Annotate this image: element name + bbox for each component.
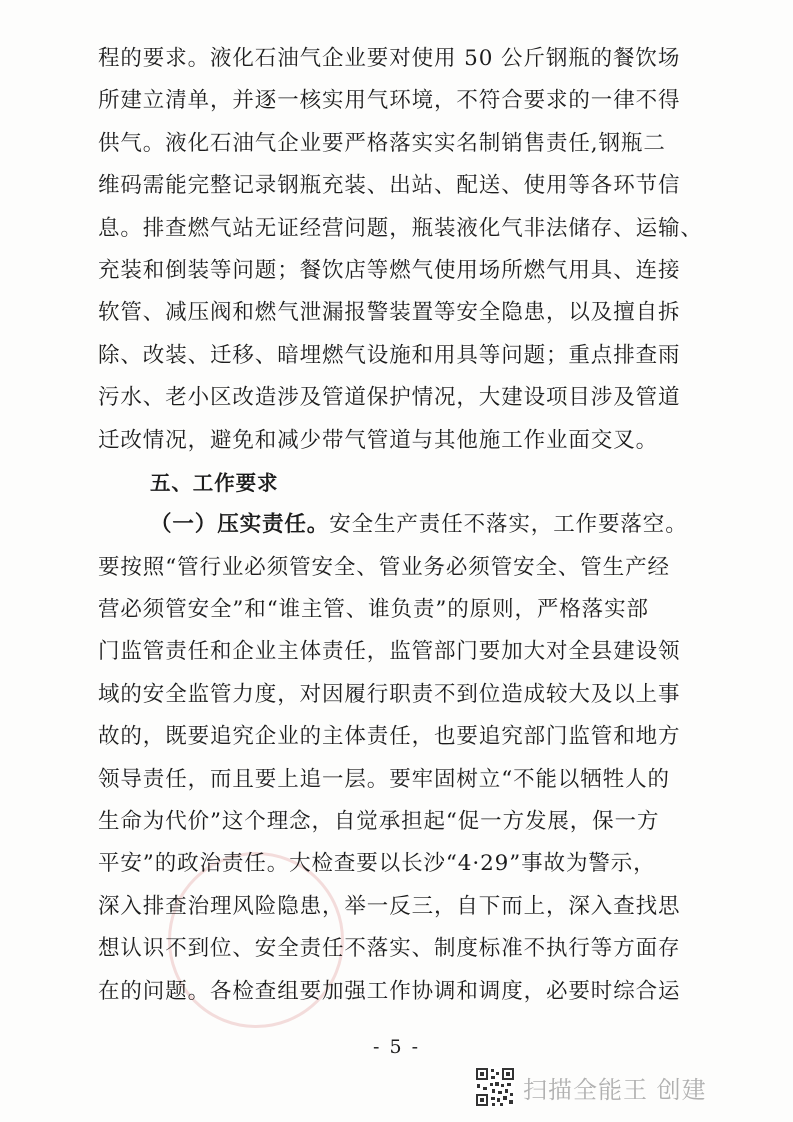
watermark-text: 扫描全能王 创建 [523, 1075, 707, 1104]
text-line: 领导责任，而且要上追一层。要牢固树立“不能以牺牲人的 [98, 766, 670, 792]
qr-code-icon [475, 1067, 515, 1107]
page-number: - 5 - [372, 1036, 420, 1058]
text-line: 生命为代价”这个理念，自觉承担起“促一方发展，保一方 [98, 809, 660, 835]
subsection-first-line: 安全生产责任不落实，工作要落空。 [329, 512, 688, 538]
section-heading: 五、工作要求 [150, 470, 279, 495]
text-line: 供气。液化石油气企业要严格落实实名制销售责任,钢瓶二 [98, 130, 666, 156]
subsection-title: （一）压实责任。 [150, 512, 330, 538]
text-line: 维码需能完整记录钢瓶充装、出站、配送、使用等各环节信 [98, 173, 681, 199]
text-line: 除、改装、迁移、暗埋燃气设施和用具等问题；重点排查雨 [98, 342, 681, 368]
document-body [98, 38, 703, 1013]
text-line: 平安”的政治责任。大检查要以长沙“4·29”事故为警示， [98, 851, 656, 877]
text-line: 程的要求。液化石油气企业要对使用 50 公斤钢瓶的餐饮场 [98, 46, 681, 71]
text-line: 深入排查治理风险隐患，举一反三，自下而上，深入查找思 [98, 893, 681, 919]
text-line: 营必须管安全”和“谁主管、谁负责”的原则，严格落实部 [98, 597, 649, 623]
text-line: 软管、减压阀和燃气泄漏报警装置等安全隐患，以及擅自拆 [98, 300, 681, 326]
text-line: 要按照“管行业必须管安全、管业务必须管安全、管生产经 [98, 554, 670, 580]
subsection-paragraph-start [98, 504, 698, 546]
text-line: 所建立清单，并逐一核实用气环境，不符合要求的一律不得 [98, 88, 681, 114]
text-line: 充装和倒装等问题；餐饮店等燃气使用场所燃气用具、连接 [98, 257, 681, 283]
text-line: 故的，既要追究企业的主体责任，也要追究部门监管和地方 [98, 724, 681, 750]
text-line: 息。排查燃气站无证经营问题，瓶装液化气非法储存、运输、 [98, 215, 703, 241]
text-line: 污水、老小区改造涉及管道保护情况，大建设项目涉及管道 [98, 385, 681, 411]
text-line: 域的安全监管力度，对因履行职责不到位造成较大及以上事 [98, 681, 681, 707]
text-line: 迁改情况，避免和减少带气管道与其他施工作业面交叉。 [98, 427, 659, 453]
text-line: 想认识不到位、安全责任不落实、制度标准不执行等方面存 [98, 936, 681, 962]
text-line: 在的问题。各检查组要加强工作协调和调度，必要时综合运 [98, 978, 681, 1004]
text-line: 门监管责任和企业主体责任，监管部门要加大对全县建设领 [98, 639, 681, 665]
scanner-watermark [475, 1066, 707, 1108]
